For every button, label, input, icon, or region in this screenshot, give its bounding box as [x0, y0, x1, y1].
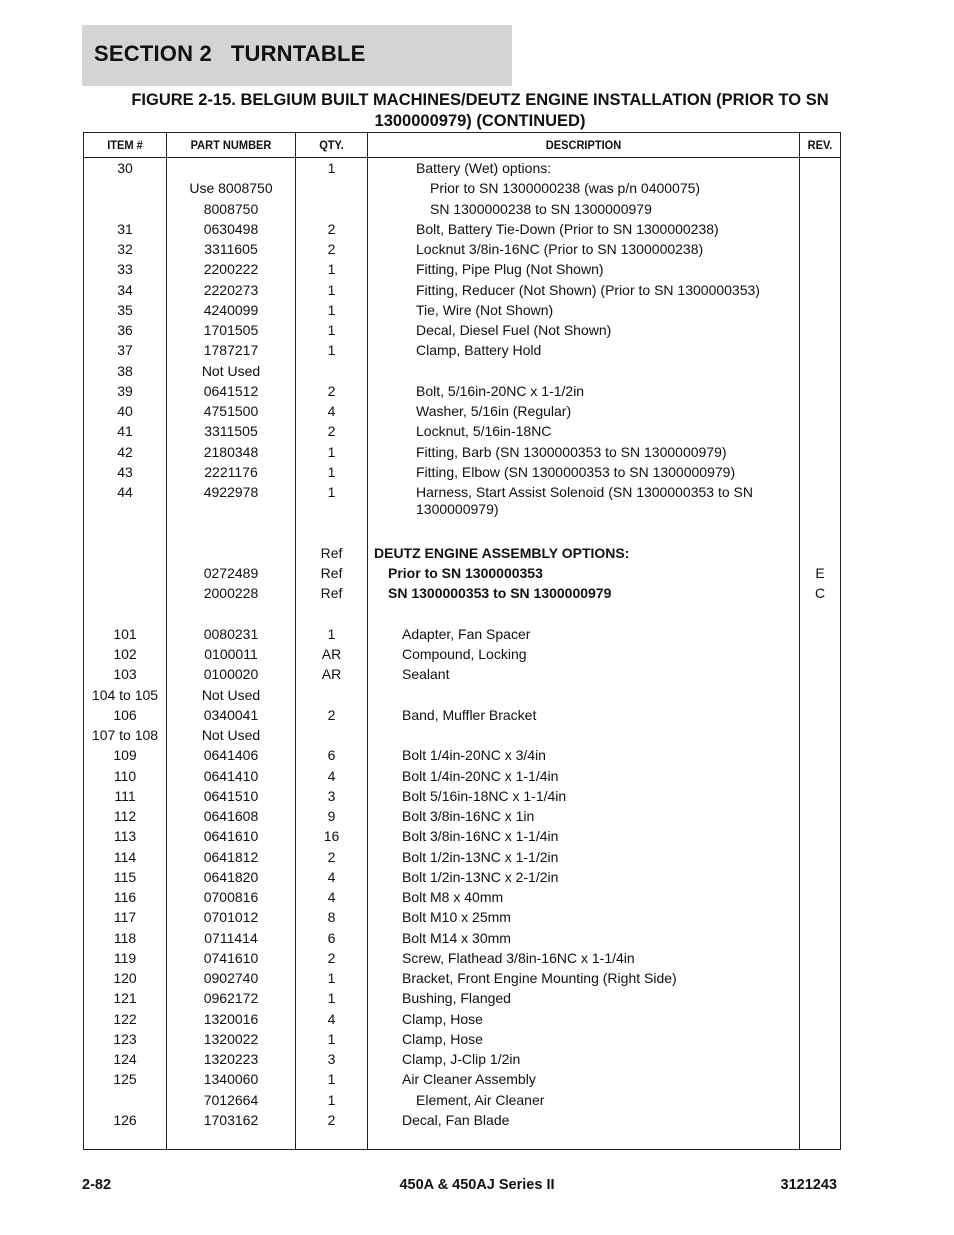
item-cell: 104 to 105 [91, 686, 159, 703]
description-cell: Prior to SN 1300000353 [388, 565, 543, 581]
part-number-cell: 0641410 [203, 767, 259, 784]
part-number-cell: 0711414 [204, 929, 258, 946]
description-cell: Washer, 5/16in (Regular) [416, 403, 572, 419]
qty-cell: 1 [327, 322, 336, 338]
part-number-cell: 0641512 [203, 382, 259, 399]
figure-title-line-2: 1300000979) (CONTINUED) [374, 112, 586, 130]
spacer-row [84, 525, 840, 545]
table-row [84, 970, 840, 990]
description-cell: Screw, Flathead 3/8in-16NC x 1-1/4in [402, 949, 635, 966]
item-cell: 115 [113, 868, 137, 885]
spacer-row [84, 606, 840, 626]
description-cell: Harness, Start Assist Solenoid (SN 1300000353 to SN 1300000979) [416, 484, 753, 517]
qty-cell: 1 [327, 160, 336, 176]
part-number-cell: 0641608 [203, 808, 259, 824]
item-cell: 107 to 108 [91, 727, 159, 743]
table-row [84, 666, 840, 686]
item-cell: 37 [117, 342, 133, 359]
item-cell: 103 [113, 666, 137, 683]
description-cell: Prior to SN 1300000238 (was p/n 0400075) [430, 180, 701, 197]
qty-cell: 1 [327, 261, 336, 278]
table-row [84, 1071, 840, 1091]
header-qty: QTY. [319, 138, 344, 152]
item-cell: 125 [113, 1071, 137, 1088]
table-row [84, 869, 840, 889]
part-number-cell: Not Used [201, 362, 261, 379]
qty-cell: 8 [327, 909, 336, 926]
description-cell: Bolt M10 x 25mm [402, 909, 511, 926]
qty-cell: 3 [327, 1051, 336, 1067]
item-cell: 44 [117, 484, 133, 500]
part-number-cell: 0701012 [203, 909, 259, 926]
description-cell: Air Cleaner Assembly [402, 1071, 536, 1088]
table-row [84, 444, 840, 464]
part-number-cell: 0641406 [203, 747, 259, 764]
qty-cell: AR [321, 666, 342, 683]
part-number-cell: 2220273 [203, 281, 259, 298]
part-number-cell: 0272489 [203, 565, 259, 581]
part-number-cell: 1320022 [203, 1030, 259, 1047]
part-number-cell: Not Used [201, 686, 261, 703]
part-number-cell: 7012664 [203, 1091, 259, 1108]
part-number-cell: 1701505 [203, 322, 259, 338]
item-cell: 40 [117, 403, 133, 419]
table-row [84, 849, 840, 869]
description-cell: Compound, Locking [402, 646, 527, 662]
table-row [84, 342, 840, 362]
table-row [84, 565, 840, 585]
table-row [84, 423, 840, 443]
part-number-cell: 0902740 [203, 970, 259, 986]
item-cell: 36 [117, 322, 133, 338]
part-number-cell: 0641812 [203, 848, 259, 865]
item-cell: 34 [117, 281, 133, 298]
part-number-cell: 3311605 [204, 241, 258, 257]
page-number: 2-82 [82, 1177, 112, 1193]
part-number-cell: 0080231 [203, 625, 259, 642]
table-row [84, 160, 840, 180]
qty-cell: 1 [327, 281, 336, 298]
description-cell: Decal, Fan Blade [402, 1111, 510, 1128]
item-cell: 32 [117, 241, 133, 257]
table-row [84, 241, 840, 261]
table-row [84, 302, 840, 322]
item-cell: 102 [113, 646, 137, 662]
table-row [84, 808, 840, 828]
description-cell: Locknut 3/8in-16NC (Prior to SN 1300000238) [416, 241, 704, 257]
figure-title-line-1: FIGURE 2-15. BELGIUM BUILT MACHINES/DEUTZ ENGINE INSTALLATION (PRIOR TO SN [131, 91, 829, 109]
qty-cell: 9 [327, 808, 336, 824]
item-cell: 126 [113, 1111, 137, 1128]
description-cell: SN 1300000238 to SN 1300000979 [430, 200, 652, 217]
table-row [84, 990, 840, 1010]
qty-cell: 1 [327, 1091, 336, 1108]
description-cell: Element, Air Cleaner [416, 1091, 545, 1108]
description-cell: DEUTZ ENGINE ASSEMBLY OPTIONS: [374, 544, 630, 561]
table-row [84, 768, 840, 788]
qty-cell: 2 [327, 706, 336, 723]
qty-cell: 2 [327, 848, 336, 865]
item-cell: 31 [117, 220, 133, 237]
description-cell: Clamp, J-Clip 1/2in [402, 1051, 521, 1067]
table-row [84, 889, 840, 909]
description-cell: SN 1300000353 to SN 1300000979 [388, 585, 612, 602]
table-row [84, 646, 840, 666]
description-cell: Bolt M14 x 30mm [402, 929, 511, 946]
qty-cell: 2 [327, 1111, 336, 1128]
item-cell: 117 [113, 909, 137, 926]
table-row [84, 403, 840, 423]
description-cell: Fitting, Pipe Plug (Not Shown) [416, 261, 604, 278]
qty-cell: 6 [327, 747, 336, 764]
table-row [84, 261, 840, 281]
item-cell: 38 [117, 362, 133, 379]
part-number-cell: 0962172 [203, 990, 259, 1007]
table-row [84, 687, 840, 707]
header-item: ITEM # [107, 138, 143, 152]
qty-cell: 2 [327, 423, 336, 440]
part-number-cell: 1703162 [203, 1111, 259, 1128]
qty-cell: 4 [327, 767, 336, 784]
header-divider [84, 157, 840, 158]
table-row [84, 909, 840, 929]
item-cell: 41 [117, 423, 133, 440]
description-cell: Bolt 3/8in-16NC x 1-1/4in [402, 828, 559, 845]
qty-cell: 1 [327, 625, 336, 642]
part-number-cell: 0700816 [203, 889, 259, 905]
qty-cell: 1 [327, 342, 336, 359]
section-title: SECTION 2 TURNTABLE [94, 41, 366, 66]
qty-cell: 1 [327, 463, 336, 480]
item-cell: 43 [117, 463, 133, 480]
description-cell: Locknut, 5/16in-18NC [416, 423, 552, 440]
description-cell: Fitting, Reducer (Not Shown) (Prior to SN 1300000353) [416, 281, 760, 298]
part-number-cell: 1787217 [203, 342, 259, 359]
part-number-cell: 8008750 [203, 200, 259, 217]
part-number-cell: 0630498 [203, 220, 259, 237]
part-number-cell: 4922978 [203, 484, 259, 500]
table-row [84, 180, 840, 200]
table-row [84, 1112, 840, 1132]
table-row [84, 1051, 840, 1071]
header-rev: REV. [807, 138, 833, 152]
qty-cell: 4 [327, 1010, 336, 1027]
qty-cell: 1 [327, 970, 336, 986]
qty-cell: AR [321, 646, 342, 662]
table-row [84, 585, 840, 605]
description-cell: Battery (Wet) options: [416, 160, 552, 176]
item-cell: 109 [113, 747, 137, 764]
document-number: 3121243 [780, 1177, 837, 1193]
item-cell: 113 [113, 828, 137, 845]
item-cell: 106 [113, 706, 137, 723]
part-number-cell: Not Used [201, 727, 261, 743]
table-row [84, 1011, 840, 1031]
qty-cell: Ref [320, 565, 343, 581]
qty-cell: 1 [327, 301, 336, 318]
item-cell: 122 [113, 1010, 137, 1027]
item-cell: 116 [113, 889, 137, 905]
figure-title [60, 90, 900, 132]
qty-cell: 3 [327, 787, 336, 804]
item-cell: 33 [117, 261, 133, 278]
table-row [84, 484, 840, 525]
part-number-cell: 0100011 [204, 646, 258, 662]
parts-table [83, 132, 841, 1150]
part-number-cell: 0741610 [203, 949, 259, 966]
description-cell: Bolt 5/16in-18NC x 1-1/4in [402, 787, 567, 804]
qty-cell: 1 [327, 1030, 336, 1047]
item-cell: 35 [117, 301, 133, 318]
part-number-cell: Use 8008750 [189, 180, 273, 197]
table-row [84, 282, 840, 302]
header-description: DESCRIPTION [545, 138, 622, 152]
table-row [84, 950, 840, 970]
part-number-cell: 3311505 [204, 423, 258, 440]
table-row [84, 464, 840, 484]
table-row [84, 747, 840, 767]
item-cell: 120 [113, 970, 137, 986]
qty-cell: Ref [320, 585, 343, 602]
item-cell: 42 [117, 443, 133, 460]
description-cell: Band, Muffler Bracket [402, 706, 537, 723]
description-cell: Bolt 1/4in-20NC x 3/4in [402, 747, 546, 764]
part-number-cell: 0641610 [203, 828, 259, 845]
description-cell: Sealant [402, 666, 450, 683]
part-number-cell: 2200222 [203, 261, 259, 278]
item-cell: 121 [113, 990, 137, 1007]
item-cell: 124 [113, 1051, 137, 1067]
table-row [84, 1031, 840, 1051]
description-cell: Bolt 1/2in-13NC x 1-1/2in [402, 848, 559, 865]
table-row [84, 727, 840, 747]
part-number-cell: 4240099 [203, 301, 259, 318]
table-row [84, 788, 840, 808]
description-cell: Clamp, Hose [402, 1010, 483, 1027]
item-cell: 114 [113, 848, 137, 865]
description-cell: Decal, Diesel Fuel (Not Shown) [416, 322, 612, 338]
description-cell: Bolt M8 x 40mm [402, 889, 504, 905]
qty-cell: 4 [327, 889, 336, 905]
qty-cell: 1 [327, 443, 336, 460]
description-cell: Adapter, Fan Spacer [402, 625, 531, 642]
table-row [84, 322, 840, 342]
qty-cell: Ref [320, 544, 343, 561]
description-cell: Bushing, Flanged [402, 990, 511, 1007]
qty-cell: 2 [327, 382, 336, 399]
item-cell: 111 [114, 787, 136, 804]
table-body [84, 160, 840, 1132]
qty-cell: 1 [327, 990, 336, 1007]
description-cell: Bolt 1/4in-20NC x 1-1/4in [402, 767, 559, 784]
part-number-cell: 0641820 [203, 868, 259, 885]
model-name: 450A & 450AJ Series II [399, 1177, 555, 1193]
item-cell: 119 [113, 949, 137, 966]
item-cell: 101 [113, 625, 137, 642]
qty-cell: 2 [327, 220, 336, 237]
item-cell: 118 [113, 929, 137, 946]
description-cell: Clamp, Hose [402, 1030, 483, 1047]
item-cell: 123 [113, 1030, 137, 1047]
qty-cell: 2 [327, 949, 336, 966]
part-number-cell: 0340041 [203, 706, 259, 723]
item-cell: 39 [117, 382, 133, 399]
rev-cell: E [815, 565, 825, 581]
part-number-cell: 4751500 [203, 403, 259, 419]
table-row [84, 545, 840, 565]
table-row [84, 828, 840, 848]
item-cell: 110 [113, 767, 137, 784]
description-cell: Bolt, 5/16in-20NC x 1-1/2in [416, 382, 585, 399]
part-number-cell: 1320223 [203, 1051, 259, 1067]
qty-cell: 4 [327, 403, 336, 419]
qty-cell: 6 [327, 929, 336, 946]
description-cell: Bolt 1/2in-13NC x 2-1/2in [402, 868, 559, 885]
item-cell: 30 [117, 160, 133, 176]
table-row [84, 221, 840, 241]
table-row [84, 363, 840, 383]
table-row [84, 707, 840, 727]
header-part-number: PART NUMBER [190, 138, 272, 152]
qty-cell: 2 [327, 241, 336, 257]
description-cell: Fitting, Barb (SN 1300000353 to SN 1300000979) [416, 443, 727, 460]
qty-cell: 16 [323, 828, 340, 845]
qty-cell: 1 [327, 484, 336, 500]
part-number-cell: 1320016 [203, 1010, 259, 1027]
part-number-cell: 0100020 [203, 666, 259, 683]
section-header [82, 25, 512, 86]
part-number-cell: 2180348 [203, 443, 259, 460]
description-cell: Fitting, Elbow (SN 1300000353 to SN 1300000979) [416, 463, 736, 480]
part-number-cell: 0641510 [203, 787, 259, 804]
qty-cell: 4 [327, 868, 336, 885]
item-cell: 112 [113, 808, 137, 824]
description-cell: Bolt 3/8in-16NC x 1in [402, 808, 535, 824]
rev-cell: C [814, 585, 826, 602]
part-number-cell: 2000228 [203, 585, 259, 602]
qty-cell: 1 [327, 1071, 336, 1088]
part-number-cell: 1340060 [203, 1071, 259, 1088]
description-cell: Clamp, Battery Hold [416, 342, 542, 359]
table-row [84, 930, 840, 950]
part-number-cell: 2221176 [204, 463, 258, 480]
table-row [84, 626, 840, 646]
description-cell: Bracket, Front Engine Mounting (Right Side) [402, 970, 677, 986]
table-row [84, 1092, 840, 1112]
table-row [84, 383, 840, 403]
table-row [84, 201, 840, 221]
description-cell: Tie, Wire (Not Shown) [416, 301, 554, 318]
description-cell: Bolt, Battery Tie-Down (Prior to SN 1300000238) [416, 220, 719, 237]
